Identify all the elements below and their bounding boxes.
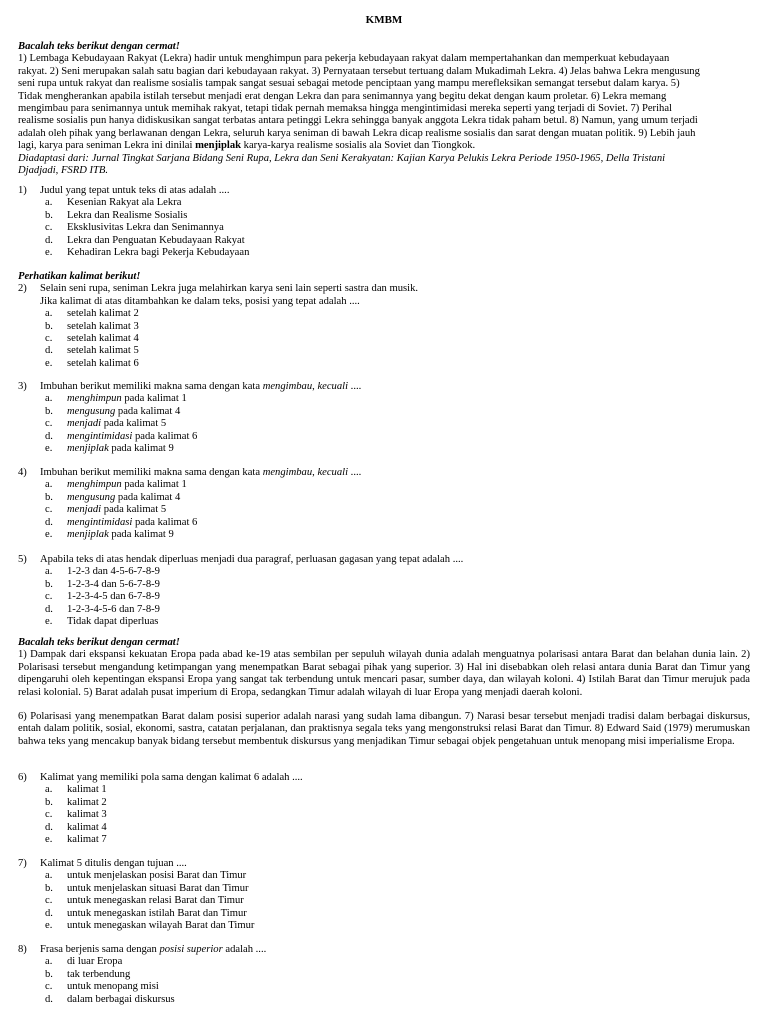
option-e: e. menjiplak pada kalimat 9 bbox=[45, 528, 174, 540]
passage-2-paragraph-1: 1) Dampak dari ekspansi kekuatan Eropa pada abad ke-19 atas sembilan per sepuluh wilayah dunia adalah menguatnya polarisasi antara Barat dan belahan dunia lain. 2) Polarisasi tersebut mengandung ketimpangan yang menempatkan Barat sebagai pihak yang superior. 3) Hal ini disebabkan oleh relasi antara dunia Barat dan Timur yang dipengaruhi oleh kepentingan ekspansi Eropa yang sangat tak terbendung untuk mencari pasar, sumber daya, dan wilayah koloni. 4) Istilah Barat dan Timur merujuk pada relasi kolonial. 5) Barat adalah pusat imperium di Eropa, sedangkan Timur adalah wilayah di luar Eropa yang menjadi daerah koloni. bbox=[18, 649, 750, 698]
question-text: Jika kalimat di atas ditambahkan ke dalam teks, posisi yang tepat adalah .... bbox=[40, 295, 360, 307]
option-b: b. mengusung pada kalimat 4 bbox=[45, 491, 181, 503]
instruction-heading: Perhatikan kalimat berikut! bbox=[18, 271, 141, 282]
option-d: d. kalimat 4 bbox=[45, 821, 107, 833]
question-text: Selain seni rupa, seniman Lekra juga melahirkan karya seni lain seperti sastra dan musik. bbox=[40, 283, 419, 295]
option-c: c. setelah kalimat 4 bbox=[45, 333, 139, 344]
question-1 bbox=[18, 185, 750, 259]
question-number: 7) bbox=[18, 858, 27, 869]
option-b: b. Lekra dan Realisme Sosialis bbox=[45, 209, 188, 221]
option-a: a. di luar Eropa bbox=[45, 956, 123, 968]
option-c: c. untuk menopang misi bbox=[45, 981, 159, 993]
passage-1-line: realisme sosialis pun hanya didiskusikan sangat terbatas antara petinggi Lekra sehingga banyak anggota Lekra tidak paham betul. 8) Namun, yang umum terjadi bbox=[18, 115, 698, 127]
option-d: d. Lekra dan Penguatan Kebudayaan Rakyat bbox=[45, 234, 245, 246]
question-number: 6) bbox=[18, 772, 27, 783]
option-c: c. Eksklusivitas Lekra dan Senimannya bbox=[45, 222, 224, 234]
bold-word: menjiplak bbox=[195, 140, 242, 152]
question-text: Kalimat yang memiliki pola sama dengan kalimat 6 adalah .... bbox=[40, 772, 303, 783]
question-6 bbox=[18, 772, 750, 846]
option-b: b. mengusung pada kalimat 4 bbox=[45, 405, 181, 417]
passage-1-line: seni rupa untuk rakyat dan realisme sosialis tampak sangat sesuai sebagai metode penciptaan yang mampu merefleksikan semangat tersebut dalam karya. 5) bbox=[18, 78, 680, 90]
option-d: d. 1-2-3-4-5-6 dan 7-8-9 bbox=[45, 603, 160, 615]
passage-1-source: Diadaptasi dari: Jurnal Tingkat Sarjana Bidang Seni Rupa, Lekra dan Seni Kerakyatan: Kajian Karya Pelukis Lekra Periode 1950-1965, Della Tristani bbox=[18, 152, 666, 164]
passage-1-line: mengimbau para senimannya untuk memihak rakyat, tetapi tidak pernah memaksa hingga mengintimidasi mereka seperti yang terjadi di Soviet. 7) Perihal bbox=[18, 103, 672, 115]
option-e: e. setelah kalimat 6 bbox=[45, 357, 139, 369]
option-e: e. menjiplak pada kalimat 9 bbox=[45, 442, 174, 454]
option-d: d. mengintimidasi pada kalimat 6 bbox=[45, 516, 198, 528]
option-b: b. kalimat 2 bbox=[45, 796, 107, 808]
question-7 bbox=[18, 858, 750, 932]
document-title: KMBM bbox=[365, 14, 403, 26]
option-a: a. menghimpun pada kalimat 1 bbox=[45, 393, 187, 405]
passage-2 bbox=[18, 637, 750, 748]
question-2 bbox=[18, 271, 750, 370]
question-number: 2) bbox=[18, 283, 27, 295]
option-a: a. untuk menjelaskan posisi Barat dan Timur bbox=[45, 870, 247, 882]
option-d: d. dalam berbagai diskursus bbox=[45, 993, 175, 1005]
passage-2-paragraph-2: 6) Polarisasi yang menempatkan Barat dalam posisi superior adalah narasi yang sudah lama dibangun. 7) Narasi besar tersebut menjadi tradisi dalam berbagai diskursus, entah dalam politik, sosial, ekonomi, sastra, catatan perjalanan, dan praktisnya segala teks yang mengonstruksi relasi Barat dan Timur. 8) Edward Said (1979) merumuskan bahwa teks yang mencakup banyak bidang tersebut membentuk diskursus yang menjadikan Timur sebagai objek pengetahuan untuk menopang misi imperialisme Eropa. bbox=[18, 711, 750, 747]
option-a: a. menghimpun pada kalimat 1 bbox=[45, 479, 187, 491]
passage-2-heading: Bacalah teks berikut dengan cermat! bbox=[18, 637, 180, 648]
question-number: 4) bbox=[18, 467, 27, 478]
option-d: d. mengintimidasi pada kalimat 6 bbox=[45, 430, 198, 442]
option-c: c. 1-2-3-4-5 dan 6-7-8-9 bbox=[45, 591, 160, 603]
option-d: d. untuk menegaskan istilah Barat dan Timur bbox=[45, 907, 247, 919]
passage-1-line: rakyat. 2) Seni merupakan salah satu bagian dari kebudayaan rakyat. 3) Pernyataan tersebut tertuang dalam Mukadimah Lekra. 4) Jelas bahwa Lekra mengusung bbox=[18, 65, 700, 77]
option-c: c. untuk menegaskan relasi Barat dan Timur bbox=[45, 895, 244, 907]
passage-1-line: 1) Lembaga Kebudayaan Rakyat (Lekra) hadir untuk menghimpun para pekerja kebudayaan rakyat dalam mempertahankan dan memperkuat kebudayaan bbox=[18, 53, 670, 65]
option-e: e. Kehadiran Lekra bagi Pekerja Kebudayaan bbox=[45, 246, 250, 258]
option-b: b. setelah kalimat 3 bbox=[45, 320, 139, 332]
option-a: a. setelah kalimat 2 bbox=[45, 308, 139, 320]
question-5 bbox=[18, 554, 750, 628]
option-a: a. kalimat 1 bbox=[45, 784, 107, 796]
option-d: d. setelah kalimat 5 bbox=[45, 345, 139, 357]
question-text: Frasa berjenis sama dengan posisi superior adalah .... bbox=[40, 944, 267, 955]
option-c: c. menjadi pada kalimat 5 bbox=[45, 418, 167, 430]
option-e: e. untuk menegaskan wilayah Barat dan Timur bbox=[45, 919, 255, 931]
question-number: 5) bbox=[18, 554, 27, 565]
question-3 bbox=[18, 381, 750, 455]
option-b: b. 1-2-3-4 dan 5-6-7-8-9 bbox=[45, 578, 160, 590]
passage-1-line: Tidak mengherankan apabila istilah tersebut menjadi erat dengan Lekra dan para senimannya yang begitu dekat dengan kaum proletar. 6) Lekra memang bbox=[18, 90, 667, 102]
question-8 bbox=[18, 944, 750, 1006]
question-text: Judul yang tepat untuk teks di atas adalah .... bbox=[40, 185, 230, 196]
option-e: e. Tidak dapat diperluas bbox=[45, 615, 159, 627]
passage-1-line: adalah oleh pihak yang berlawanan dengan Lekra, seluruh karya seniman di bawah Lekra dicap realisme sosialis dan sarat dengan muatan politik. 9) Lebih jauh bbox=[18, 127, 696, 139]
passage-1-source: Djadjadi, FSRD ITB. bbox=[18, 165, 109, 177]
passage-1 bbox=[18, 41, 750, 177]
passage-1-heading: Bacalah teks berikut dengan cermat! bbox=[18, 41, 180, 52]
option-a: a. 1-2-3 dan 4-5-6-7-8-9 bbox=[45, 566, 160, 578]
option-e: e. kalimat 7 bbox=[45, 833, 107, 845]
passage-1-last-line: lagi, karya para seniman Lekra ini dinilai menjiplak karya-karya realisme sosialis ala Soviet dan Tiongkok. bbox=[18, 140, 476, 152]
question-number: 1) bbox=[18, 185, 27, 196]
option-b: b. tak terbendung bbox=[45, 968, 131, 980]
question-4 bbox=[18, 467, 750, 541]
question-number: 3) bbox=[18, 381, 27, 392]
option-c: c. kalimat 3 bbox=[45, 809, 107, 821]
question-text: Kalimat 5 ditulis dengan tujuan .... bbox=[40, 858, 187, 869]
question-text: Imbuhan berikut memiliki makna sama dengan kata mengimbau, kecuali .... bbox=[40, 467, 362, 478]
question-number: 8) bbox=[18, 944, 27, 955]
option-a: a. Kesenian Rakyat ala Lekra bbox=[45, 197, 182, 209]
option-b: b. untuk menjelaskan situasi Barat dan Timur bbox=[45, 882, 249, 894]
question-text: Apabila teks di atas hendak diperluas menjadi dua paragraf, perluasan gagasan yang tepat adalah .... bbox=[40, 554, 464, 565]
option-c: c. menjadi pada kalimat 5 bbox=[45, 504, 167, 516]
question-text: Imbuhan berikut memiliki makna sama dengan kata mengimbau, kecuali .... bbox=[40, 381, 362, 392]
